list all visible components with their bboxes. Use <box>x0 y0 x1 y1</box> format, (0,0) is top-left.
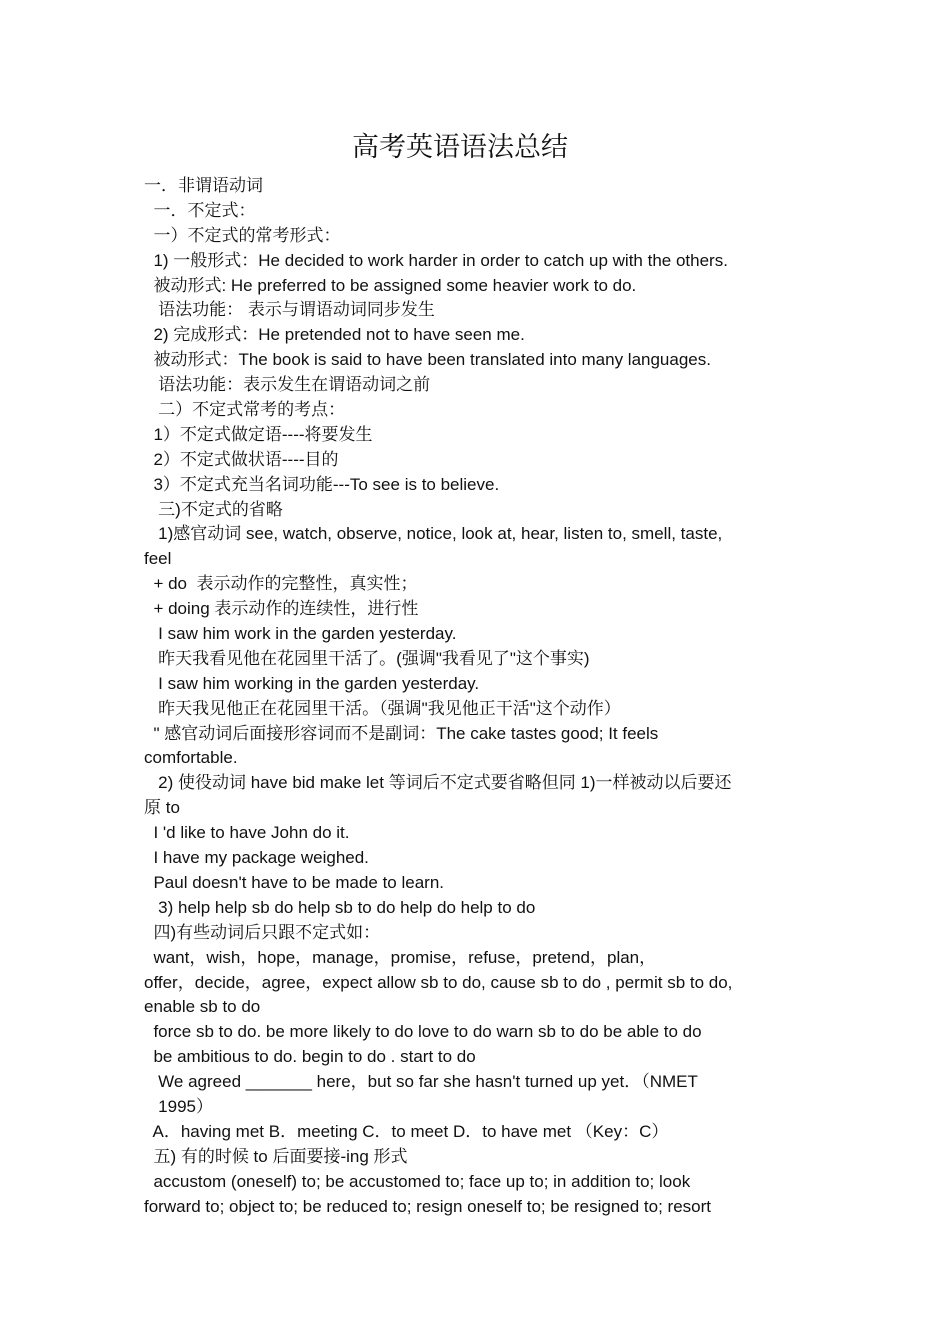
example-sentence: I 'd like to have John do it. <box>144 823 350 843</box>
text-line: + doing 表示动作的连续性，进行性 <box>144 599 419 619</box>
page-title: 高考英语语法总结 <box>352 132 568 163</box>
text-line: want，wish，hope，manage，promise，refuse，pretend，plan， <box>144 947 657 967</box>
subsection-heading: 一．不定式： <box>144 200 256 220</box>
text-line: force sb to do. be more likely to do love to do warn sb to do be able to do <box>144 1022 702 1042</box>
text-line: + do 表示动作的完整性，真实性； <box>144 574 418 594</box>
example-sentence: I saw him working in the garden yesterday. <box>144 673 480 693</box>
text-line: 1) 一般形式：He decided to work harder in order to catch up with the others. <box>144 250 728 270</box>
text-line: 1)感官动词 see, watch, observe, notice, look at, hear, listen to, smell, taste, <box>144 524 723 544</box>
text-line: 1）不定式做定语----将要发生 <box>144 424 373 444</box>
translation-line: 昨天我看见他在花园里干活了。(强调"我看见了"这个事实) <box>144 648 590 668</box>
text-line: 2) 使役动词 have bid make let 等词后不定式要省略但同 1)一样被动以后要还 <box>144 773 732 793</box>
text-line: 2）不定式做状语----目的 <box>144 449 339 469</box>
text-line: be ambitious to do. begin to do . start to do <box>144 1047 476 1067</box>
text-line: 五) 有的时候 to 后面要接-ing 形式 <box>144 1146 408 1166</box>
text-line: accustom (oneself) to; be accustomed to; face up to; in addition to; look <box>144 1171 691 1191</box>
exercise-question: 1995） <box>144 1096 213 1116</box>
text-line: 语法功能： 表示与谓语动词同步发生 <box>144 300 435 320</box>
text-line: comfortable. <box>144 748 238 768</box>
text-line: 语法功能：表示发生在谓语动词之前 <box>144 375 431 395</box>
exercise-question: We agreed _______ here，but so far she hasn't turned up yet．（NMET <box>144 1072 698 1092</box>
example-sentence: Paul doesn't have to be made to learn. <box>144 872 444 892</box>
text-line: enable sb to do <box>144 997 261 1017</box>
section-heading: 一．非谓语动词 <box>144 176 263 195</box>
example-sentence: I have my package weighed. <box>144 848 369 868</box>
text-line: 三)不定式的省略 <box>144 499 283 519</box>
exercise-options: A．having met B．meeting C．to meet D．to have met （Key：C） <box>144 1121 669 1141</box>
text-line: 四)有些动词后只跟不定式如： <box>144 922 381 942</box>
text-line: 一）不定式的常考形式： <box>144 225 341 245</box>
text-line: 被动形式：The book is said to have been translated into many languages. <box>144 350 711 370</box>
document-body <box>144 174 814 1219</box>
text-line: feel <box>144 549 172 569</box>
text-line: 3）不定式充当名词功能---To see is to believe. <box>144 474 500 494</box>
text-line: " 感官动词后面接形容词而不是副词：The cake tastes good; It feels <box>144 723 659 743</box>
text-line: 被动形式: He preferred to be assigned some heavier work to do. <box>144 275 637 295</box>
text-line: forward to; object to; be reduced to; resign oneself to; be resigned to; resort <box>144 1196 711 1216</box>
text-line: 3) help help sb do help sb to do help do help to do <box>144 897 536 917</box>
text-line: 原 to <box>144 798 180 818</box>
example-sentence: I saw him work in the garden yesterday. <box>144 624 457 644</box>
translation-line: 昨天我见他正在花园里干活。（强调"我见他正干活"这个动作） <box>144 698 621 718</box>
text-line: 2) 完成形式：He pretended not to have seen me. <box>144 325 525 345</box>
text-line: 二）不定式常考的考点： <box>144 400 346 420</box>
text-line: offer，decide，agree，expect allow sb to do, cause sb to do , permit sb to do, <box>144 972 733 992</box>
